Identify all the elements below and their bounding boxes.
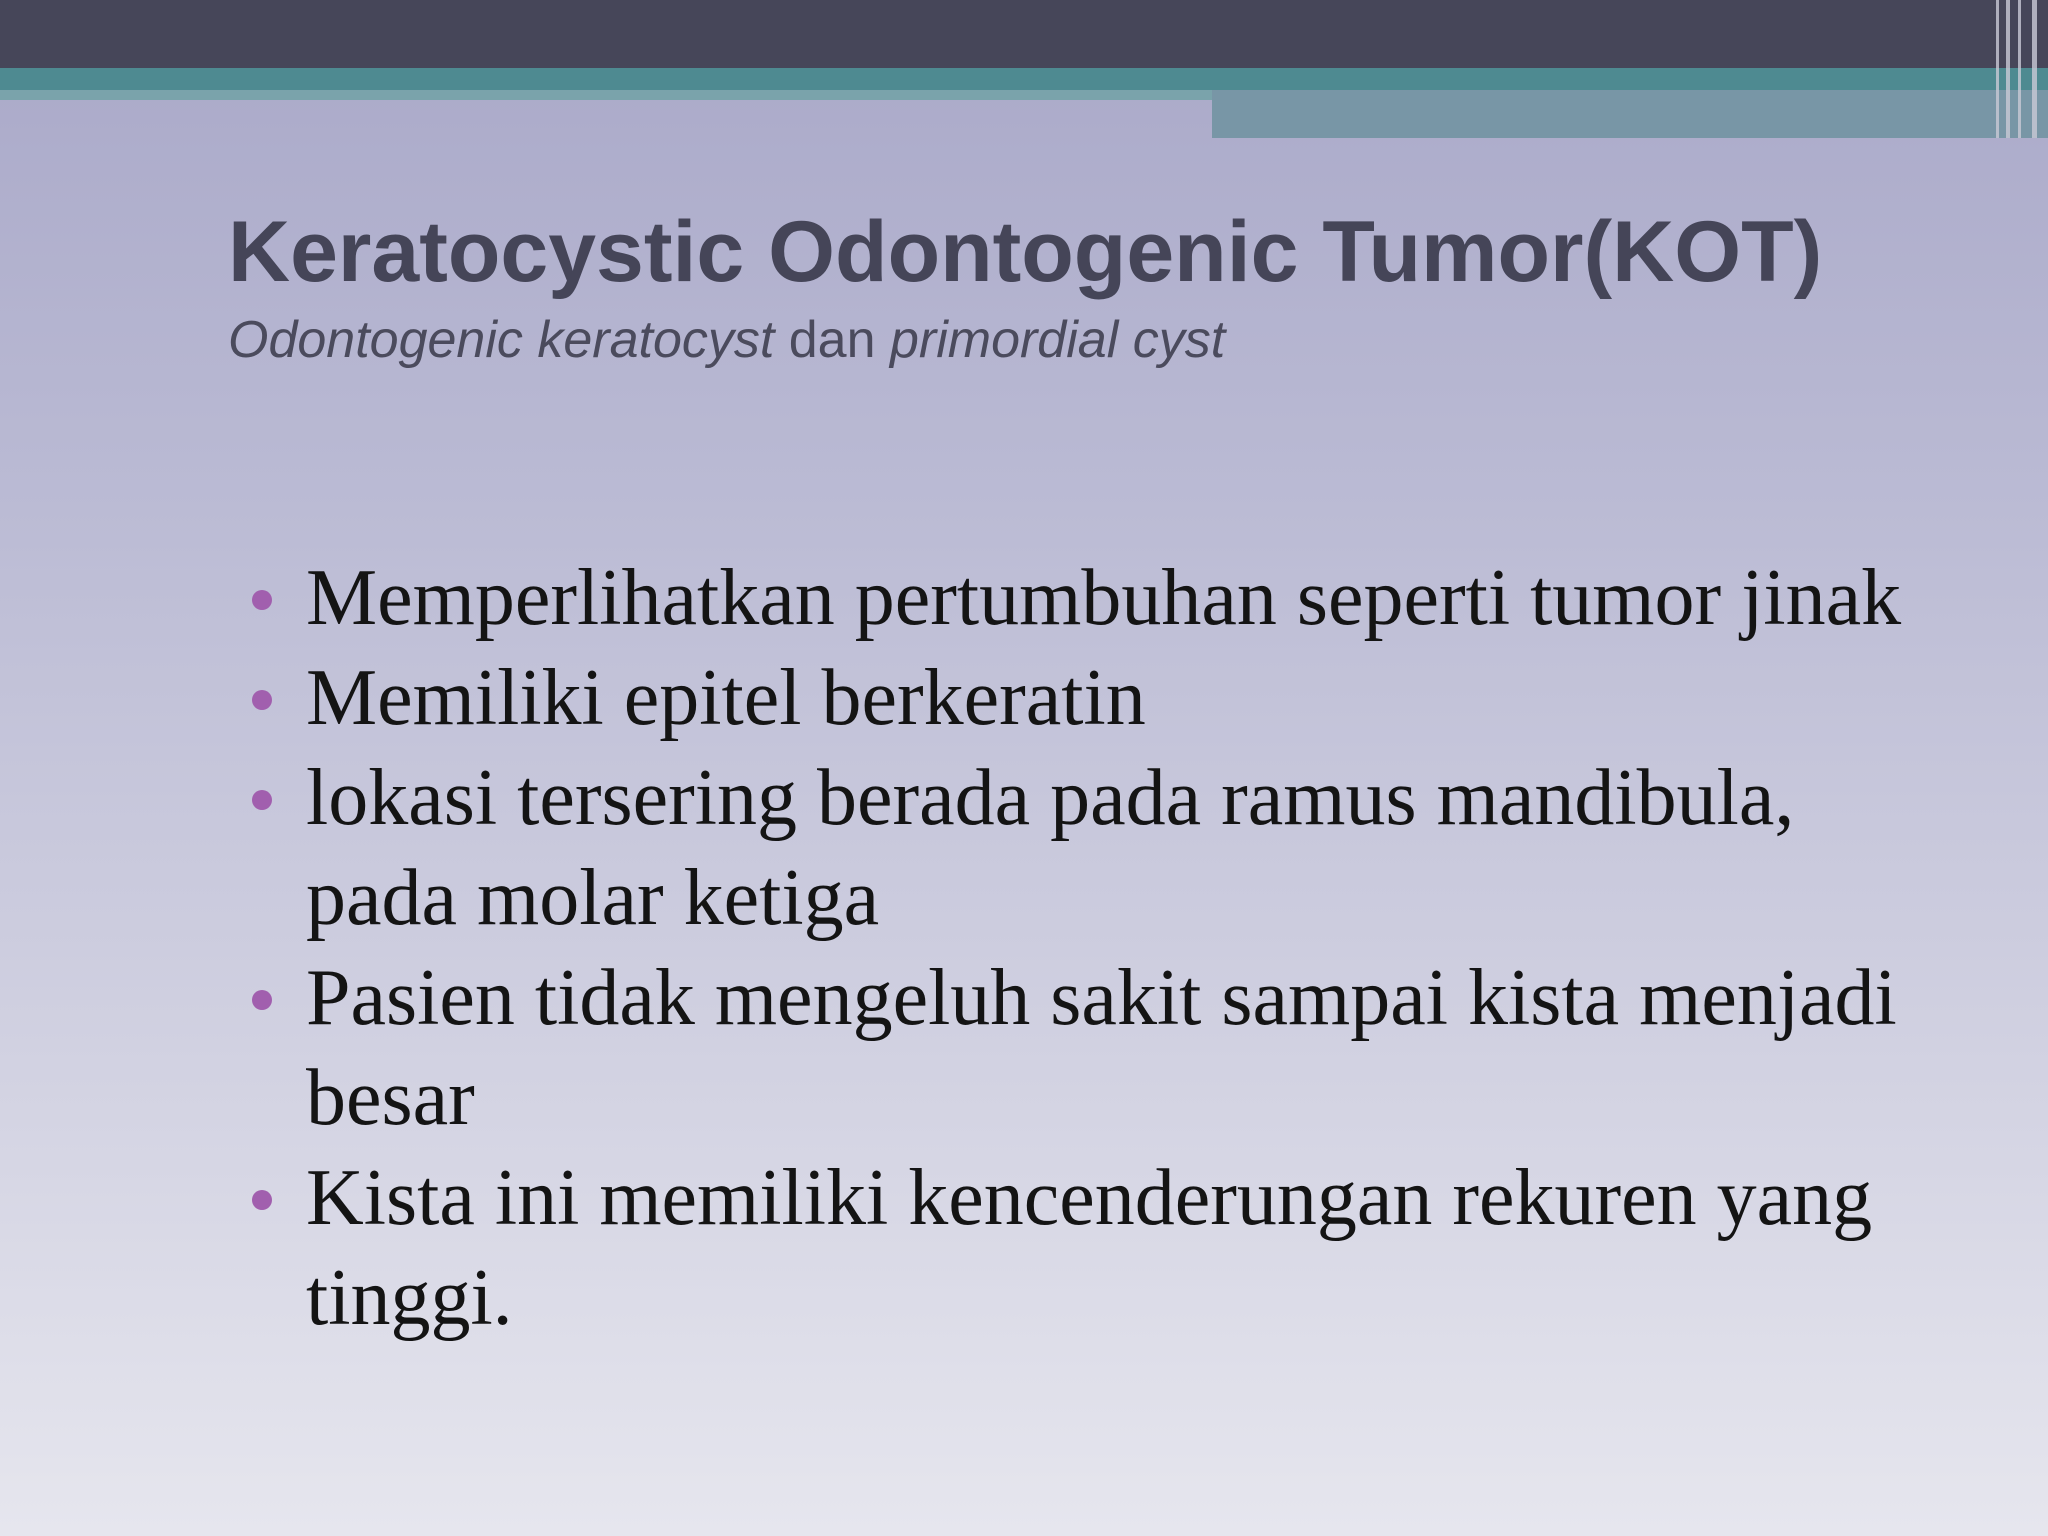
bullet-text: Kista ini memiliki kencenderungan rekuren yang tinggi. bbox=[306, 1154, 1873, 1342]
bullet-icon bbox=[252, 990, 272, 1010]
subtitle-term-1: Odontogenic keratocyst bbox=[228, 311, 775, 369]
accent-block bbox=[1212, 90, 2048, 138]
bullet-item bbox=[250, 748, 1930, 948]
header-bar bbox=[0, 0, 2048, 68]
bullet-icon bbox=[252, 690, 272, 710]
accent-band-light bbox=[0, 90, 1212, 100]
accent-band bbox=[0, 68, 2048, 90]
bullet-icon bbox=[252, 1190, 272, 1210]
bullet-item bbox=[250, 548, 1930, 648]
subtitle-connector: dan bbox=[774, 311, 890, 369]
bullet-text: Memperlihatkan pertumbuhan seperti tumor jinak bbox=[306, 554, 1902, 642]
bullet-item bbox=[250, 648, 1930, 748]
bullet-icon bbox=[252, 790, 272, 810]
bullet-icon bbox=[252, 590, 272, 610]
bullet-text: Pasien tidak mengeluh sakit sampai kista menjadi besar bbox=[306, 954, 1897, 1142]
bullet-text: Memiliki epitel berkeratin bbox=[306, 654, 1146, 742]
bullet-list bbox=[250, 548, 1930, 1348]
bullet-text: lokasi tersering berada pada ramus mandibula, pada molar ketiga bbox=[306, 754, 1795, 942]
slide-subtitle bbox=[228, 310, 1225, 370]
subtitle-term-2: primordial cyst bbox=[889, 311, 1226, 369]
edge-decoration bbox=[1988, 0, 2048, 138]
bullet-item bbox=[250, 1148, 1930, 1348]
slide-title: Keratocystic Odontogenic Tumor(KOT) bbox=[228, 204, 1823, 300]
bullet-item bbox=[250, 948, 1930, 1148]
